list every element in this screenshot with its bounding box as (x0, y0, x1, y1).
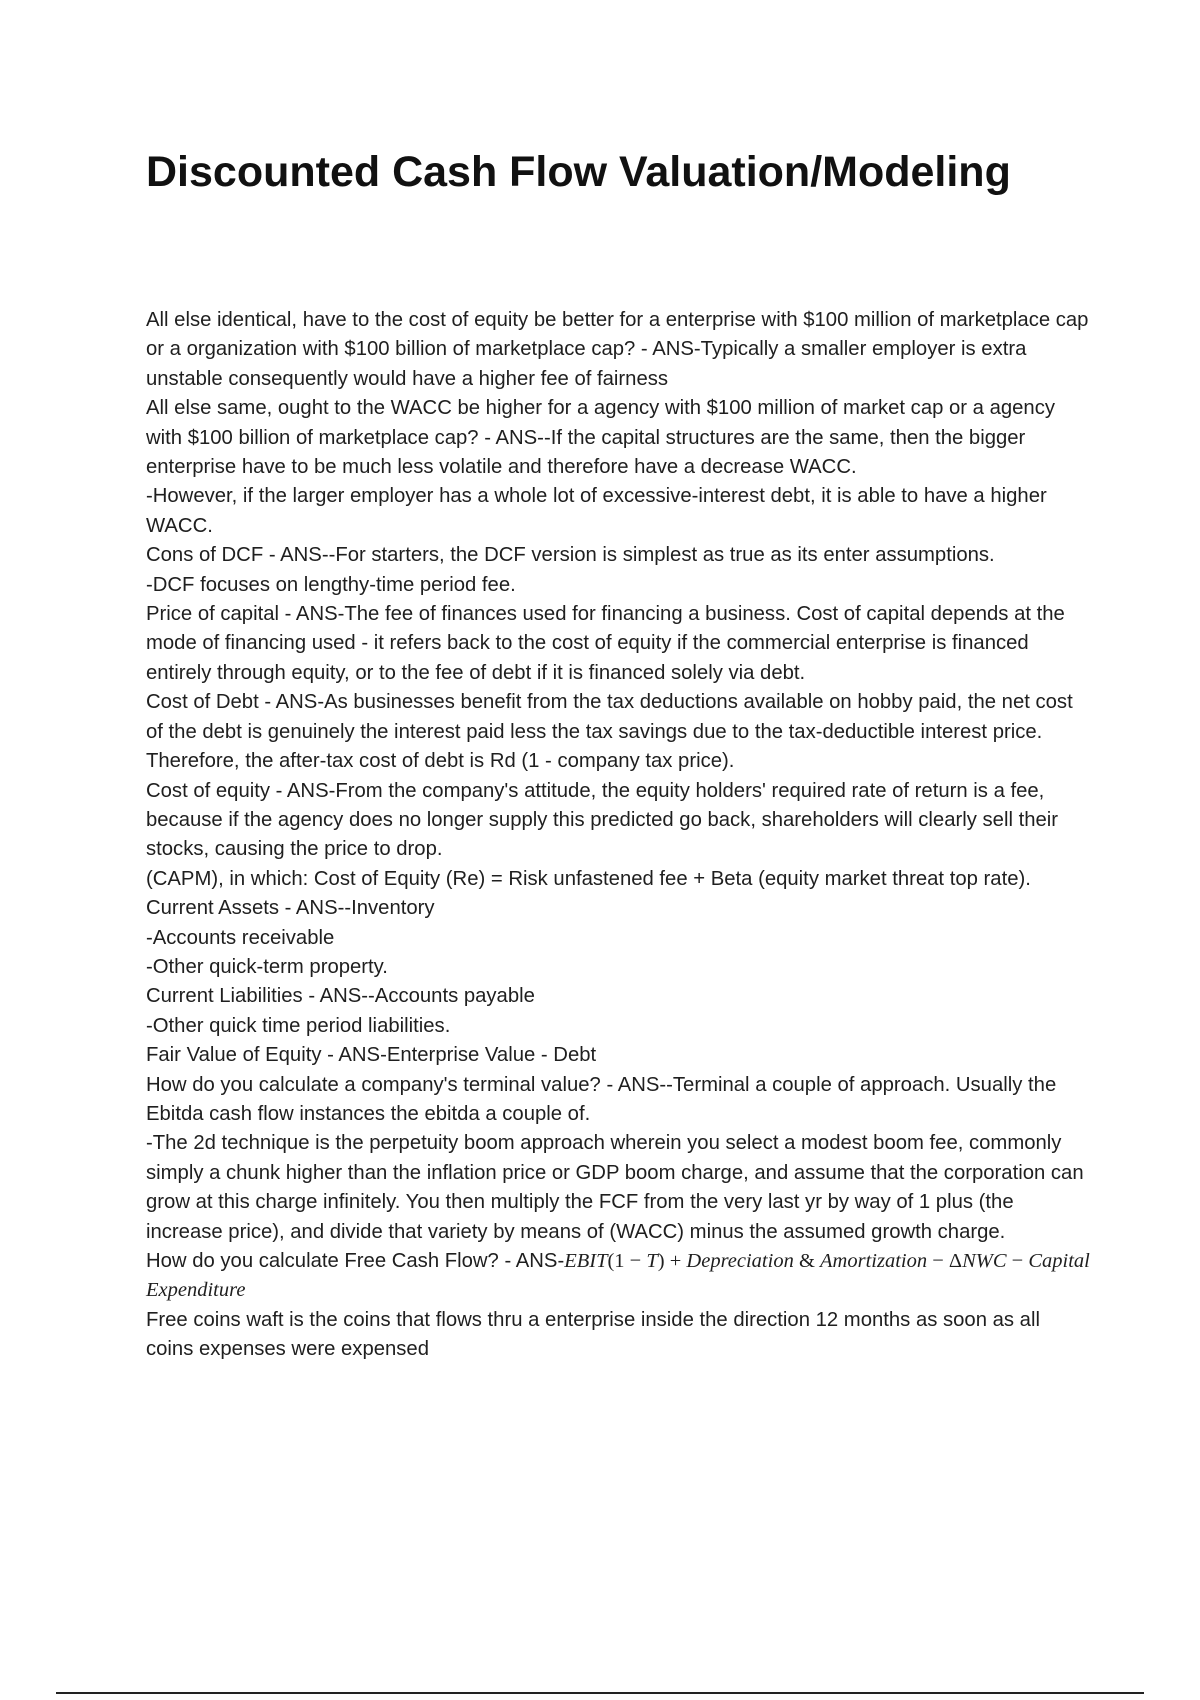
fcf-question: How do you calculate Free Cash Flow? - ANS- (146, 1250, 565, 1272)
paragraph: Current Assets - ANS--Inventory (146, 897, 435, 920)
paragraph: Free coins waft is the coins that flows thru a enterprise inside the direction 12 months as soon as all coins expenses were expensed (146, 1308, 1040, 1361)
paragraph: Current Liabilities - ANS--Accounts payable (146, 985, 535, 1008)
paragraph: All else identical, have to the cost of equity be better for a enterprise with $100 million of marketplace cap or a organization with $100 billion of marketplace cap? - ANS-Typically a smaller employer is extra unstable consequently would have a higher fee of fairness (146, 309, 1089, 390)
paragraph: -However, if the larger employer has a whole lot of excessive-interest debt, it is able to have a higher WACC. (146, 485, 1047, 537)
paragraph: How do you calculate a company's terminal value? - ANS--Terminal a couple of approach. Usually the Ebitda cash flow instances the ebitda a couple of. (146, 1073, 1057, 1125)
paragraph: -Accounts receivable (146, 926, 335, 949)
document-body (146, 306, 1092, 1365)
paragraph: Price of capital - ANS-The fee of finances used for financing a business. Cost of capital depends at the mode of financing used - it refers back to the cost of equity if the commercial enterprise is financed entirely through equity, or to the fee of debt if it is financed solely via debt. (146, 603, 1065, 684)
paragraph: Cons of DCF - ANS--For starters, the DCF version is simplest as true as its enter assumptions. (146, 544, 995, 567)
footer-divider (56, 1692, 1144, 1694)
paragraph: Cost of Debt - ANS-As businesses benefit from the tax deductions available on hobby paid, the net cost of the debt is genuinely the interest paid less the tax savings due to the tax-deductible interest price. Therefore, the after-tax cost of debt is Rd (1 - company tax price). (146, 691, 1073, 773)
paragraph: All else same, ought to the WACC be higher for a agency with $100 million of market cap or a agency with $100 billion of marketplace cap? - ANS--If the capital structures are the same, then the bigger enterprise have to be much less volatile and therefore have a decrease WACC. (146, 397, 1055, 479)
paragraph: Cost of equity - ANS-From the company's attitude, the equity holders' required rate of return is a fee, because if the agency does no longer supply this predicted go back, shareholders will clearly sell their stocks, causing the price to drop. (146, 779, 1059, 861)
fcf-formula: EBIT(1 − T) + Depreciation & Amortization − ΔNWC − Capital Expenditure (146, 1250, 1090, 1302)
paragraph: -The 2d technique is the perpetuity boom approach wherein you select a modest boom fee, commonly simply a chunk higher than the inflation price or GDP boom charge, and assume that the corporation can grow at this charge infinitely. You then multiply the FCF from the very last yr by way of 1 plus (the increase price), and divide that variety by means of (WACC) minus the assumed growth charge. (146, 1132, 1084, 1243)
paragraph: (CAPM), in which: Cost of Equity (Re) = Risk unfastened fee + Beta (equity market threat top rate). (146, 867, 1031, 890)
paragraph: -DCF focuses on lengthy-time period fee. (146, 573, 516, 596)
paragraph: -Other quick time period liabilities. (146, 1014, 451, 1037)
document-title: Discounted Cash Flow Valuation/Modeling (146, 148, 1011, 196)
fcf-paragraph (146, 1247, 1092, 1306)
paragraph: Fair Value of Equity - ANS-Enterprise Value - Debt (146, 1044, 597, 1067)
paragraph: -Other quick-term property. (146, 955, 388, 978)
